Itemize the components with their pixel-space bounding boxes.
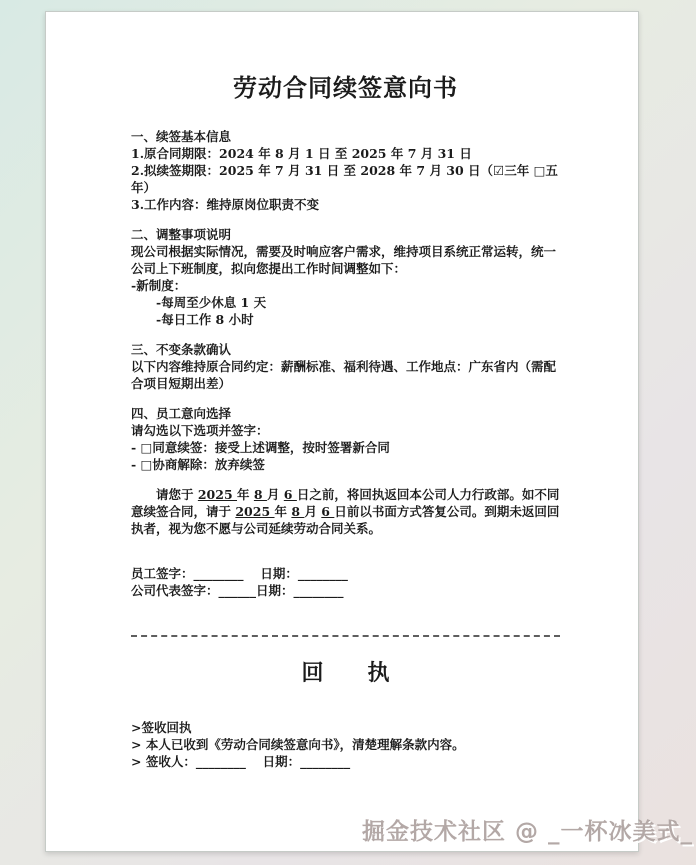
receipt-heading-line: >签收回执 xyxy=(131,720,192,735)
work-content-line: 3.工作内容：维持原岗位职责不变 xyxy=(131,197,320,212)
cut-line-dashed-divider xyxy=(131,635,560,637)
new-policy-label: -新制度： xyxy=(131,278,187,293)
document-title: 劳动合同续签意向书 xyxy=(233,74,458,102)
section-choice-heading: 四、员工意向选择 xyxy=(131,406,232,421)
section-adjustment xyxy=(131,226,560,328)
receipt-title: 回 执 xyxy=(301,661,390,686)
option-agree-renewal: - □同意续签：接受上述调整，按时签署新合同 xyxy=(131,440,390,455)
policy-item-daily-hours: -每日工作 8 小时 xyxy=(156,312,254,327)
choice-intro: 请勾选以下选项并签字： xyxy=(131,423,269,438)
option-negotiated-termination: - □协商解除：放弃续签 xyxy=(131,457,265,472)
adjustment-paragraph: 现公司根据实际情况，需要及时响应客户需求，维持项目系统正常运转，统一公司上下班制度，拟向您提出工作时间调整如下： xyxy=(131,244,557,276)
section-unchanged-terms xyxy=(131,341,560,392)
document-content xyxy=(46,12,638,770)
company-signature-line: 公司代表签字：______日期：________ xyxy=(131,583,344,598)
section-employee-choice xyxy=(131,405,560,473)
original-contract-term-line: 1.原合同期限：2024 年 8 月 1 日 至 2025 年 7 月 31 日 xyxy=(131,146,472,161)
document-page xyxy=(45,11,639,852)
section-basic-info xyxy=(131,128,560,213)
signature-block xyxy=(131,565,560,599)
unchanged-terms-paragraph: 以下内容维持原合同约定：薪酬标准、福利待遇、工作地点：广东省内（需配合项目短期出差） xyxy=(131,359,557,391)
section-adjustment-heading: 二、调整事项说明 xyxy=(131,227,232,242)
receipt-signature-line: > 签收人：________ 日期：________ xyxy=(131,754,351,769)
section-basic-heading: 一、续签基本信息 xyxy=(131,129,232,144)
policy-item-weekly-rest: -每周至少休息 1 天 xyxy=(156,295,267,310)
community-watermark: 掘金技术社区 @ _一杯冰美式_ xyxy=(361,819,693,845)
receipt-acknowledgement-line: > 本人已收到《劳动合同续签意向书》，清楚理解条款内容。 xyxy=(131,737,465,752)
renewal-term-line: 2.拟续签期限：2025 年 7 月 31 日 至 2028 年 7 月 30 日（☑三年 □五年） xyxy=(131,163,558,195)
employee-signature-line: 员工签字：________ 日期：________ xyxy=(131,566,348,581)
section-unchanged-heading: 三、不变条款确认 xyxy=(131,342,232,357)
return-deadline-notice: 请您于 2025 年 8 月 6 日之前，将回执返回本公司人力行政部。如不同意续签合同，请于 2025 年 8 月 6 日前以书面方式答复公司。到期未返回回执者，视为您不愿与公司延续劳动合同关系。 xyxy=(131,487,560,536)
receipt-block xyxy=(131,719,560,770)
